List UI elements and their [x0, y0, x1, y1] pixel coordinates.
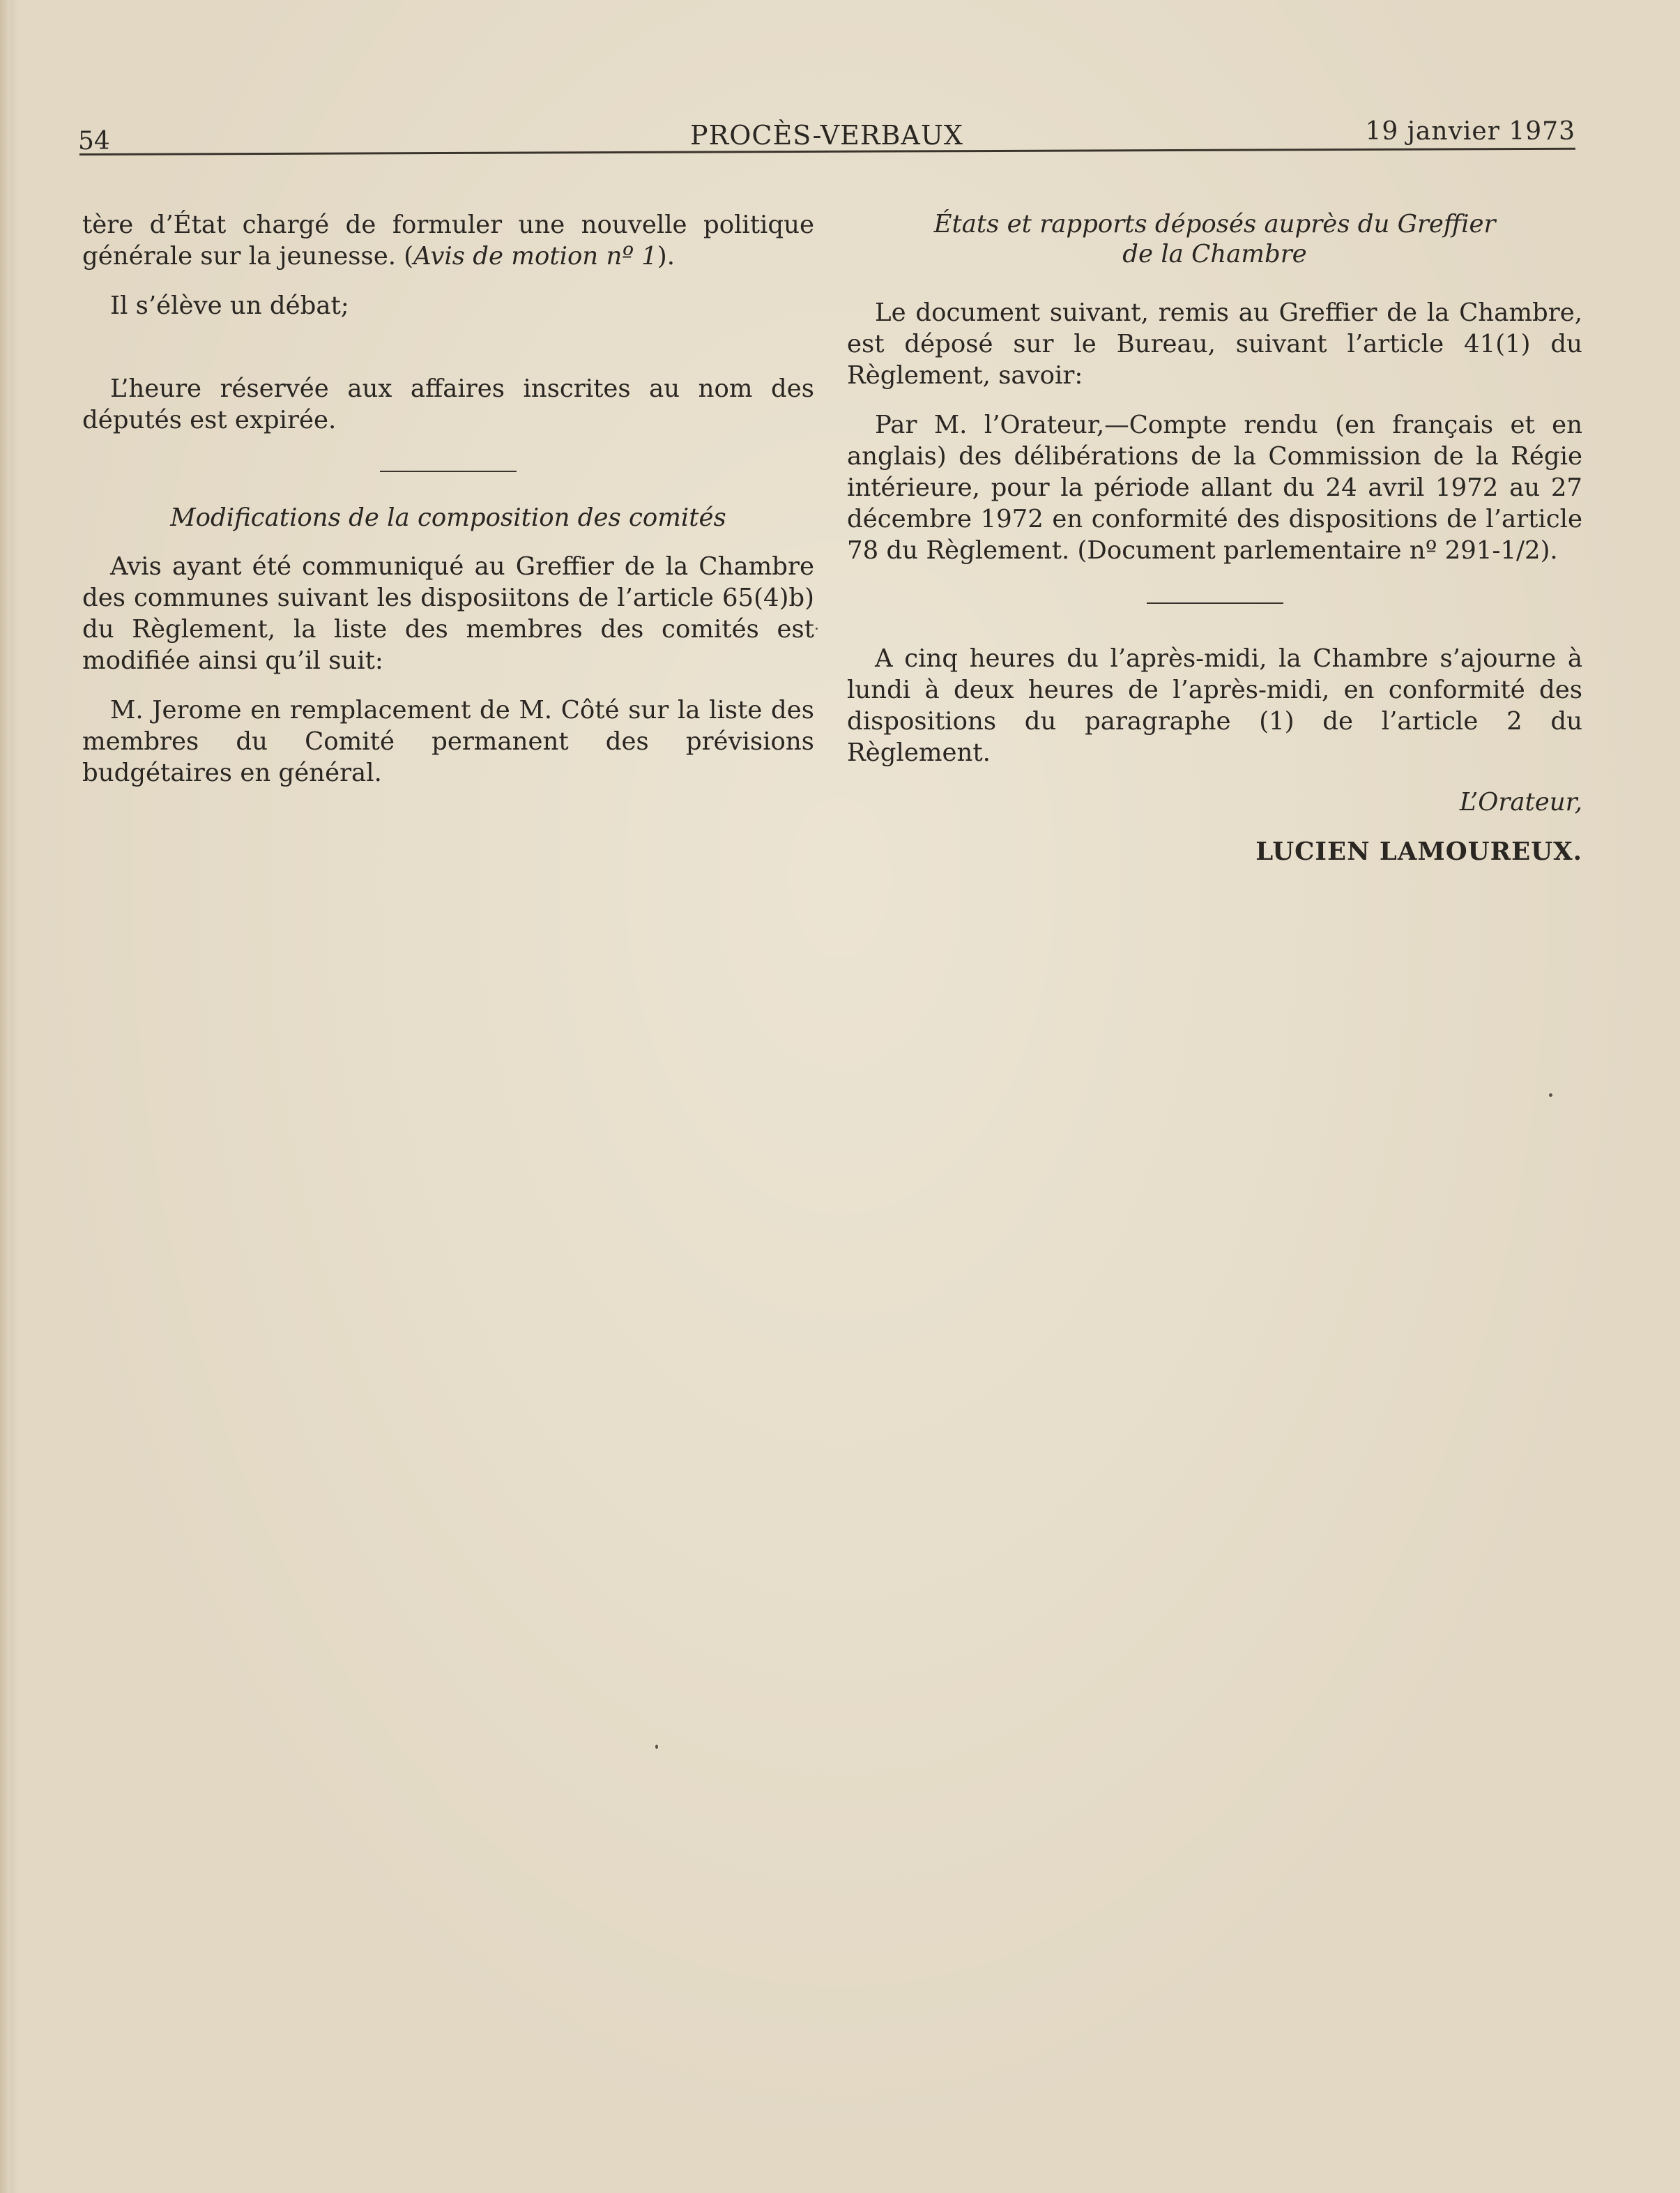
paper-speck — [816, 628, 818, 630]
paragraph-committee-change: M. Jerome en remplacement de M. Côté sur la liste des membres du Comité permanent des prévisions budgétaires en général. — [82, 696, 814, 787]
paragraph-motion — [82, 209, 814, 272]
paper-speck — [1549, 1093, 1552, 1097]
page-edge-shadow — [0, 0, 10, 2193]
paragraph-speaker-report: Par M. l’Orateur,—Compte rendu (en français et en anglais) des délibérations de la Commission de la Régie intérieure, pour la période allant du 24 avril 1972 au 27 décembre 1972 en conformité des dispositions de l’article 78 du Règlement. (Document parlementaire nº 291-1/2). — [847, 411, 1582, 565]
heading-line: de la Chambre — [1122, 240, 1307, 268]
paper-speck — [655, 1745, 658, 1749]
signature-title: L’Orateur, — [1459, 788, 1582, 817]
left-column — [82, 209, 814, 807]
paragraph-text: tère d’État chargé de formuler une nouvelle politique générale sur la jeunesse. ( — [82, 211, 814, 271]
section-separator — [380, 471, 517, 472]
heading-line: États et rapports déposés auprès du Greffier — [933, 210, 1496, 238]
paragraph-text-end: ). — [657, 242, 675, 271]
page-number: 54 — [78, 127, 110, 155]
paragraph-debate: Il s’élève un débat; — [110, 291, 349, 320]
paragraph-committee-notice: Avis ayant été communiqué au Greffier de la Chambre des communes suivant les disposiitons de l’article 65(4)b) du Règlement, la liste des membres des comités est modifiée ainsi qu’il suit: — [82, 552, 814, 675]
section-heading-committees: Modifications de la composition des comités — [170, 503, 726, 532]
paragraph-adjournment: A cinq heures du l’après-midi, la Chambre s’ajourne à lundi à deux heures de l’après-midi, en conformité des dispositions du paragraphe (1) de l’article 2 du Règlement. — [847, 644, 1582, 767]
section-separator — [1147, 602, 1283, 604]
header-date: 19 janvier 1973 — [1365, 117, 1575, 146]
section-heading-reports — [847, 209, 1582, 269]
paragraph-document-tabled: Le document suivant, remis au Greffier de la Chambre, est déposé sur le Bureau, suivant l’article 41(1) du Règlement, savoir: — [847, 298, 1582, 390]
right-column — [847, 209, 1582, 886]
signature-name: LUCIEN LAMOUREUX. — [1255, 837, 1582, 866]
paragraph-hour-expired: L’heure réservée aux affaires inscrites au nom des députés est expirée. — [82, 374, 814, 434]
page-header — [78, 117, 1575, 155]
running-title: PROCÈS-VERBAUX — [690, 120, 963, 151]
motion-reference: Avis de motion nº 1 — [413, 242, 657, 271]
